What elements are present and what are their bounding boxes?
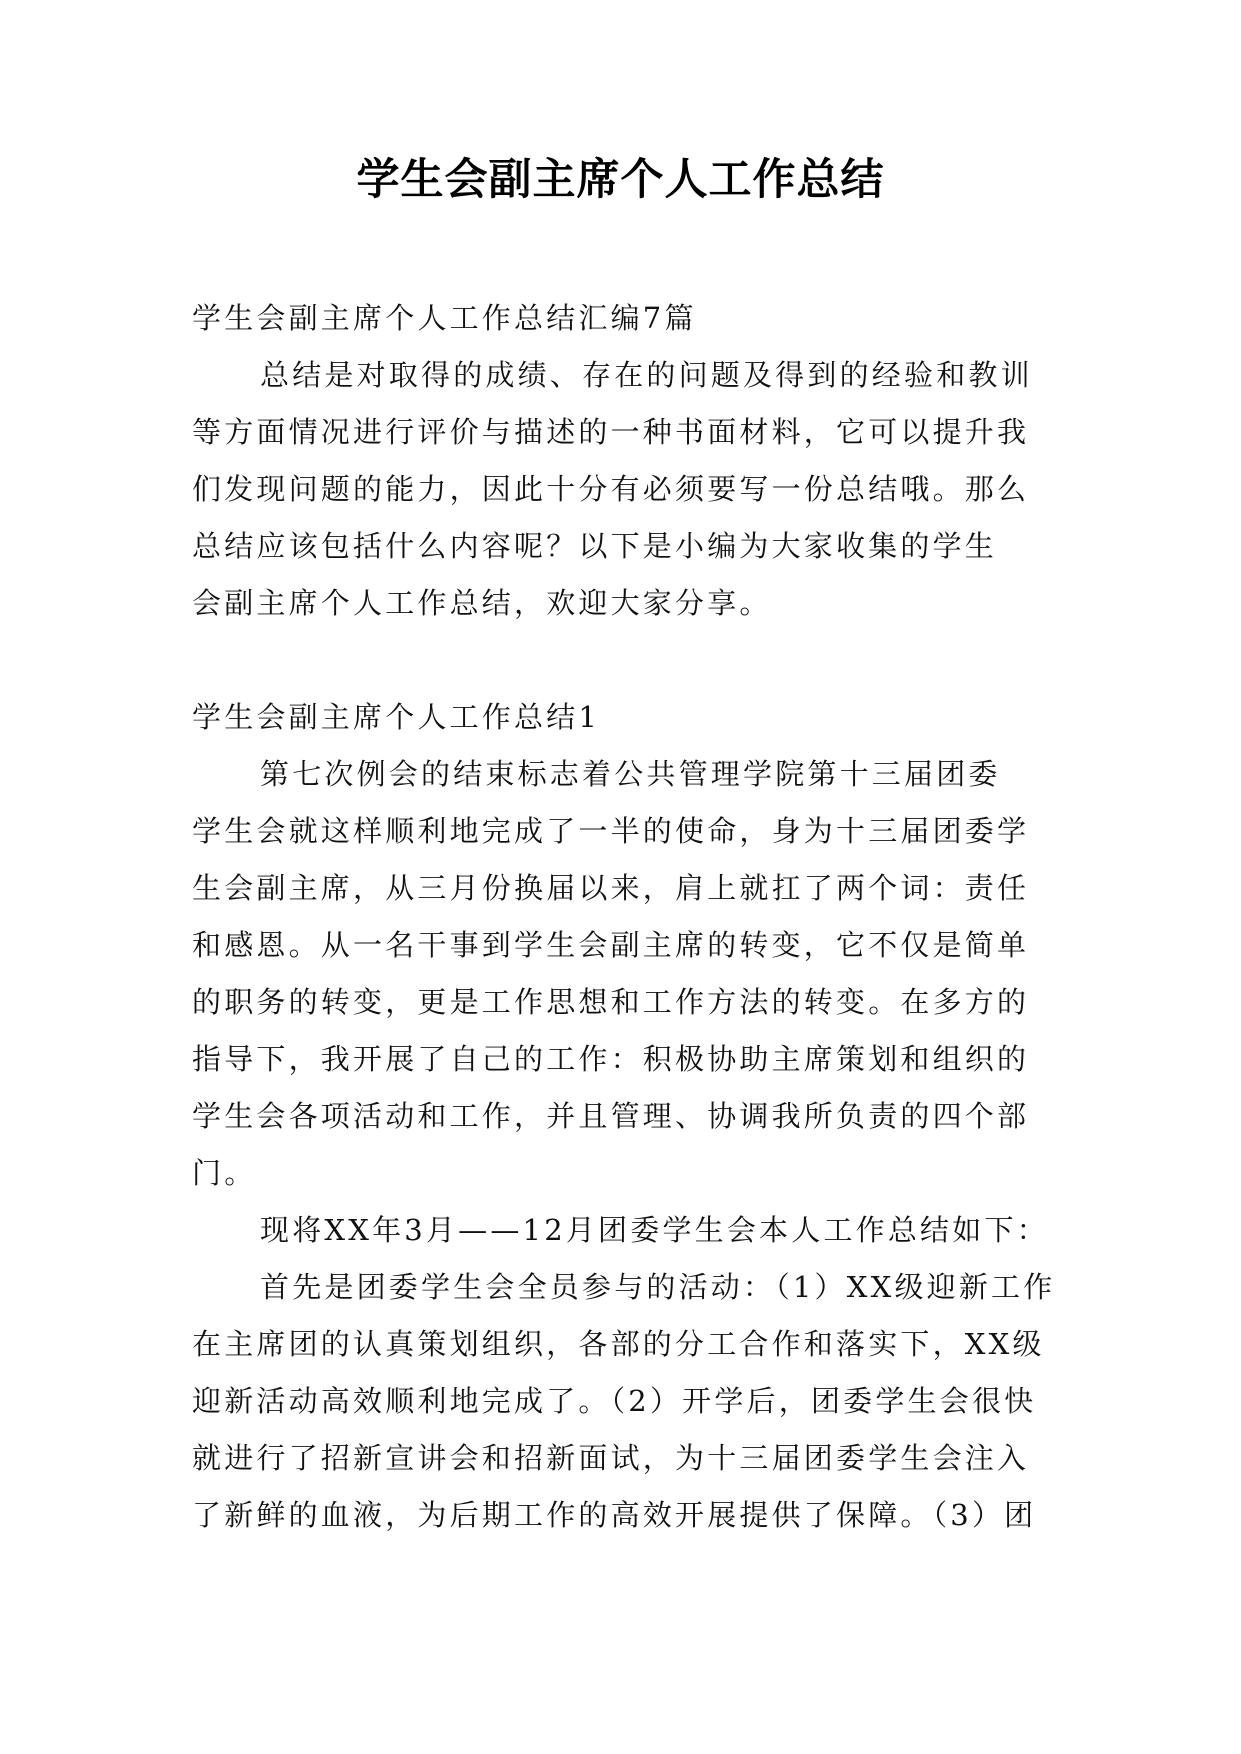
paragraph-line: 就进行了招新宣讲会和招新面试，为十三届团委学生会注入 xyxy=(192,1441,1030,1475)
document-body xyxy=(192,290,1054,1544)
document-title: 学生会副主席个人工作总结 xyxy=(356,155,885,205)
paragraph-line: 门。 xyxy=(192,1156,257,1190)
document-subtitle: 学生会副主席个人工作总结汇编7篇 xyxy=(192,301,697,335)
paragraph-line: 的职务的转变，更是工作思想和工作方法的转变。在多方的 xyxy=(192,985,1030,1019)
paragraph-line: 学生会就这样顺利地完成了一半的使命，身为十三届团委学 xyxy=(192,814,1030,848)
paragraph-line: 等方面情况进行评价与描述的一种书面材料，它可以提升我 xyxy=(192,415,1030,449)
paragraph-line: 学生会各项活动和工作，并且管理、协调我所负责的四个部 xyxy=(192,1099,1030,1133)
section1-paragraph-2: 现将XX年3月——12月团委学生会本人工作总结如下： xyxy=(260,1213,1049,1247)
section1-paragraph-3 xyxy=(192,1259,1054,1544)
section1-paragraph-1 xyxy=(192,746,1054,1202)
paragraph-line: 总结应该包括什么内容呢？以下是小编为大家收集的学生 xyxy=(192,529,998,563)
paragraph-line: 会副主席个人工作总结，欢迎大家分享。 xyxy=(192,586,772,620)
paragraph-line: 和感恩。从一名干事到学生会副主席的转变，它不仅是简单 xyxy=(192,928,1030,962)
paragraph-line: 们发现问题的能力，因此十分有必须要写一份总结哦。那么 xyxy=(192,472,1030,506)
paragraph-line: 第七次例会的结束标志着公共管理学院第十三届团委 xyxy=(260,757,1001,791)
blank-line xyxy=(192,632,1054,689)
intro-paragraph xyxy=(192,347,1054,632)
paragraph-line: 生会副主席，从三月份换届以来，肩上就扛了两个词：责任 xyxy=(192,871,1030,905)
paragraph-line: 迎新活动高效顺利地完成了。（2）开学后，团委学生会很快 xyxy=(192,1384,1037,1418)
paragraph-line: 指导下，我开展了自己的工作：积极协助主席策划和组织的 xyxy=(192,1042,1030,1076)
paragraph-line: 在主席团的认真策划组织，各部的分工合作和落实下，XX级 xyxy=(192,1327,1045,1361)
paragraph-line: 了新鲜的血液，为后期工作的高效开展提供了保障。（3）团 xyxy=(192,1498,1037,1532)
paragraph-line: 总结是对取得的成绩、存在的问题及得到的经验和教训 xyxy=(260,358,1033,392)
paragraph-line: 首先是团委学生会全员参与的活动：（1）XX级迎新工作 xyxy=(260,1270,1056,1304)
section-heading: 学生会副主席个人工作总结1 xyxy=(192,700,601,734)
